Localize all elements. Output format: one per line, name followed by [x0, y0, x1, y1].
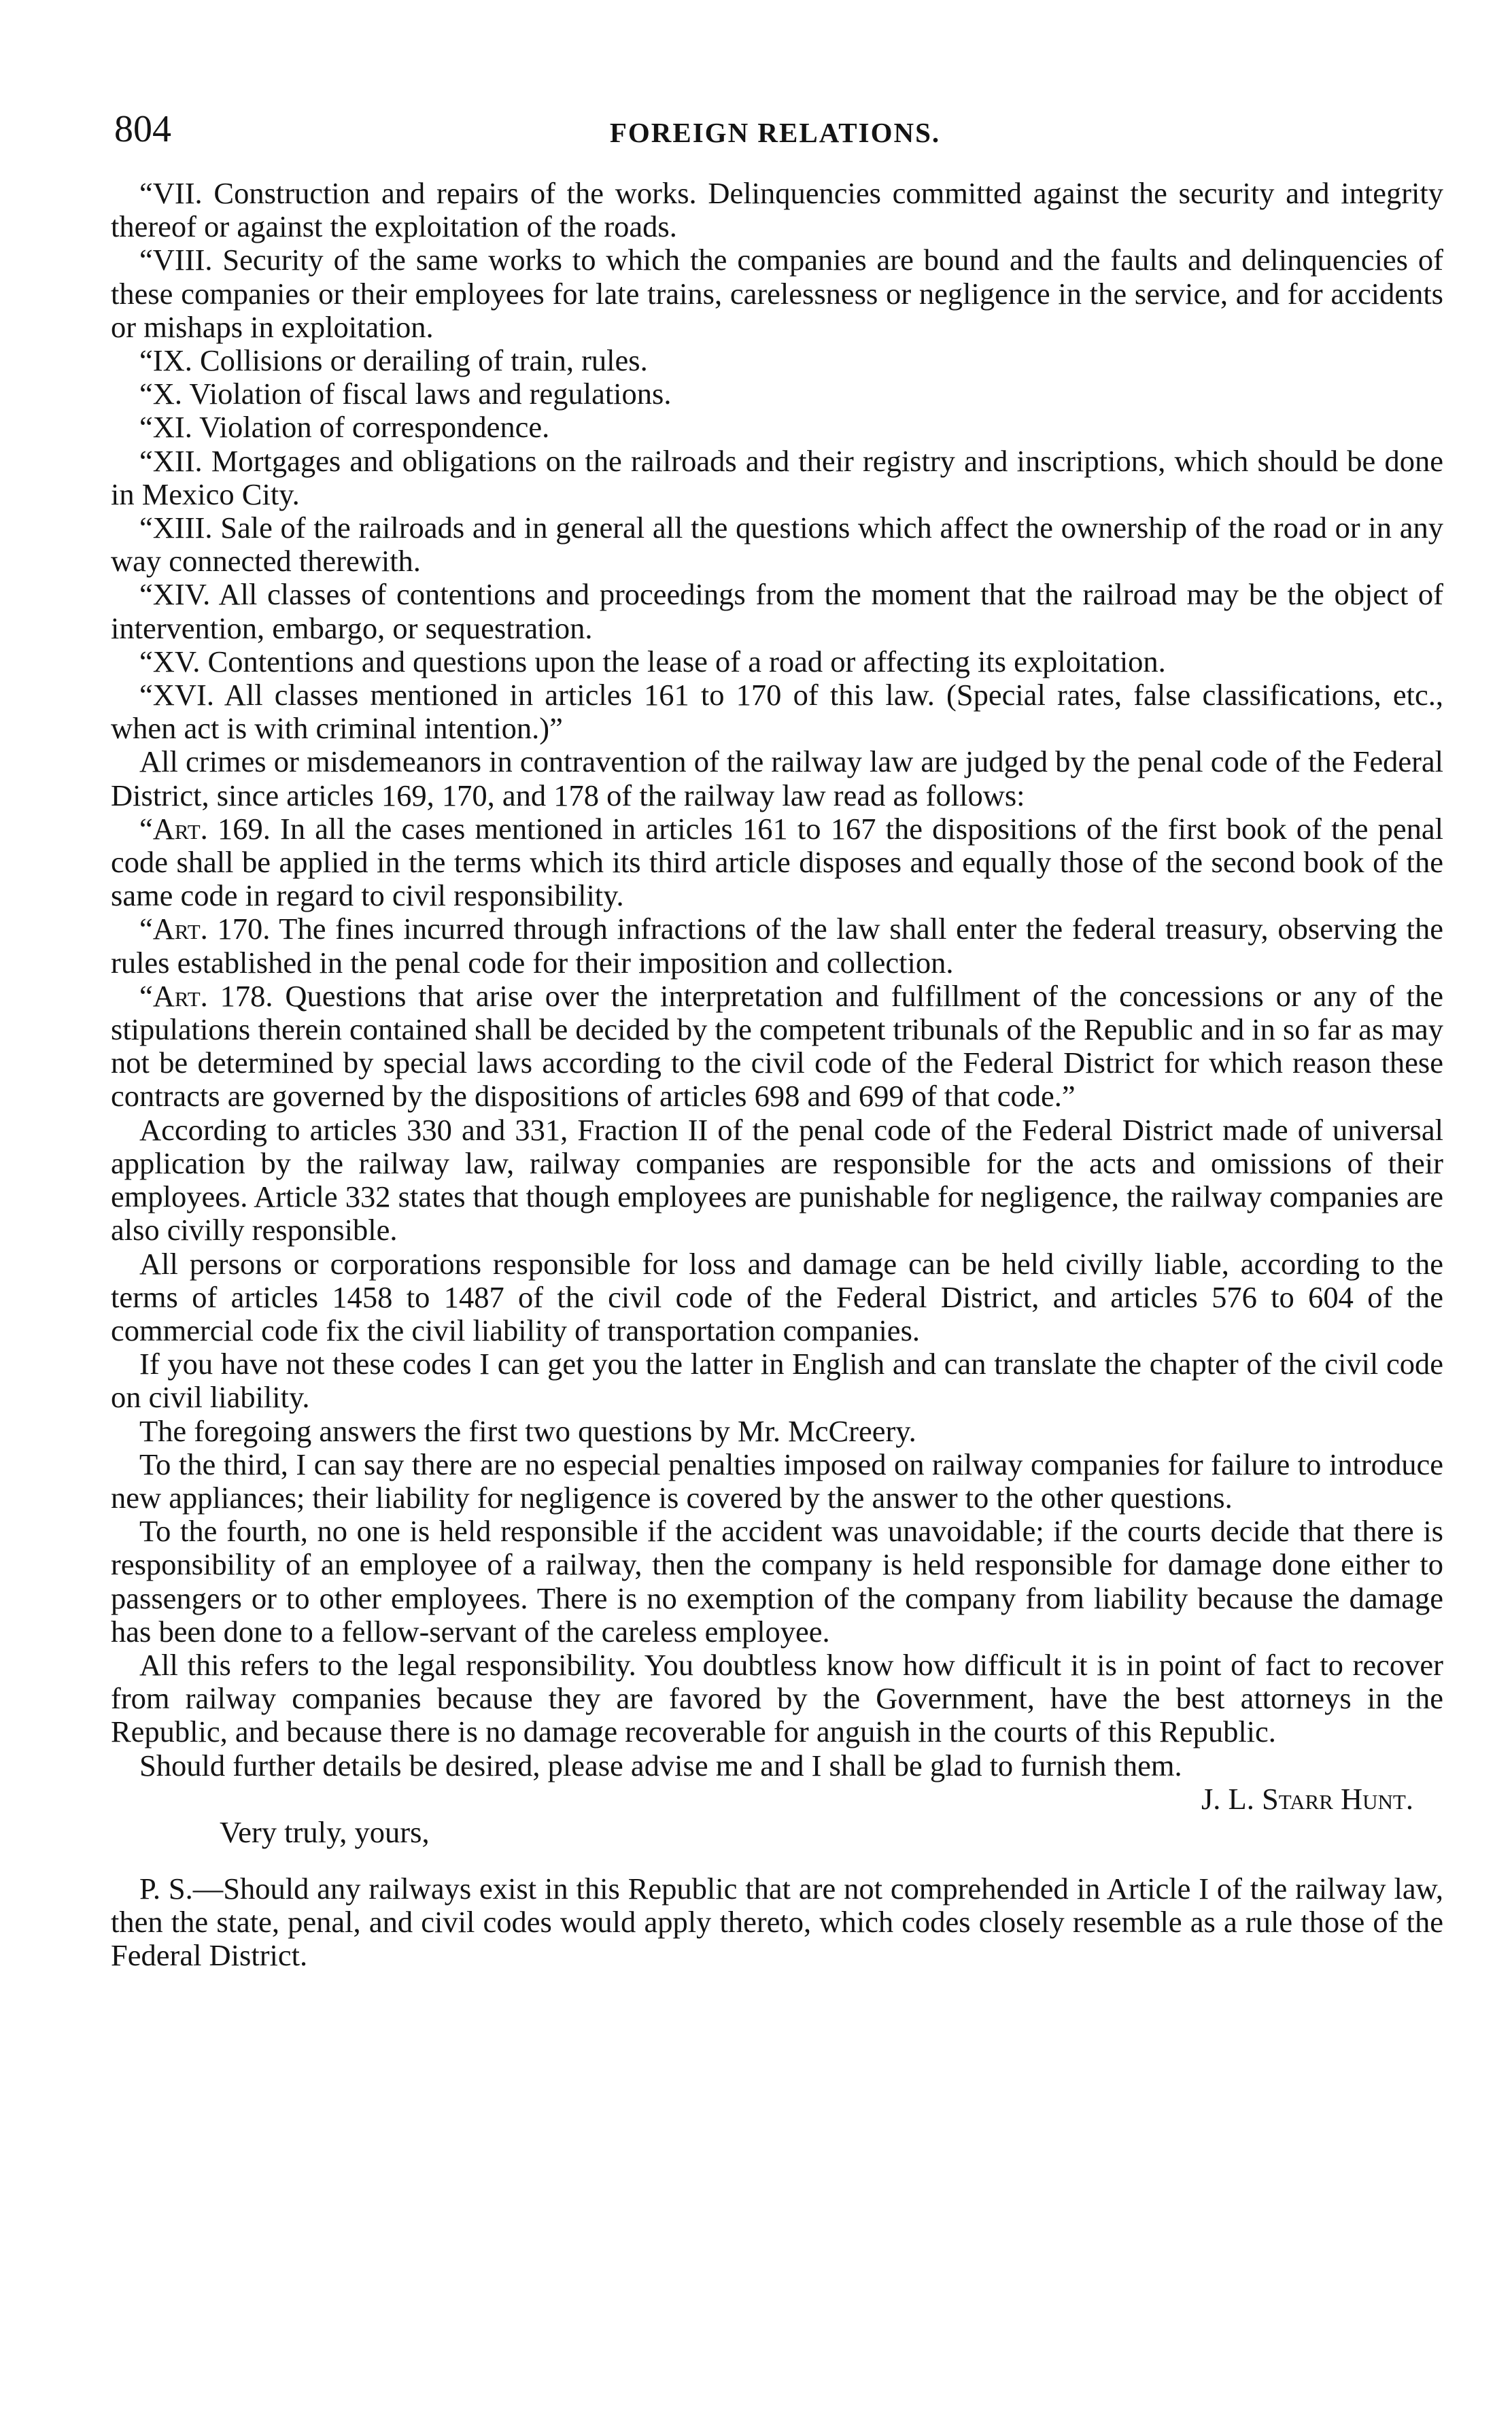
running-head-title: FOREIGN RELATIONS.: [609, 117, 941, 148]
paragraph-x: “X. Violation of fiscal laws and regulations.: [139, 377, 672, 411]
paragraph-foregoing: The foregoing answers the first two questions by Mr. McCreery.: [139, 1413, 916, 1448]
paragraph-ix: “IX. Collisions or derailing of train, rules.: [139, 343, 648, 378]
paragraph-legal-responsibility: All this refers to the legal responsibility. You doubtless know how difficult it is in point of fact to recover from railway companies because they are favored by the Government, have the best attorneys in the Republic, and because there is no damage recoverable for anguish in the courts of this Republic.: [111, 1647, 1443, 1749]
letter-signoff: [111, 1782, 1443, 1849]
paragraph-civil-liability: All persons or corporations responsible for loss and damage can be held civilly liable, according to the terms of articles 1458 to 1487 of the civil code of the Federal District, and articles 576 to 604 of the commercial code fix the civil liability of transportation companies.: [111, 1246, 1443, 1347]
article-lead: “Art.: [139, 912, 208, 946]
paragraph-xi: “XI. Violation of correspondence.: [139, 410, 550, 445]
paragraph-codes-offer: If you have not these codes I can get you the latter in English and can translate the chapter of the civil code on civil liability.: [111, 1347, 1443, 1415]
article-text: 169. In all the cases mentioned in articles 161 to 167 the dispositions of the first book of the penal code shall be applied in the terms which its third article disposes and equally those of the second book of the same code in regard to civil responsibility.: [111, 811, 1443, 913]
paragraph-xiv: “XIV. All classes of contentions and proceedings from the moment that the railroad may be the object of intervention, embargo, or sequestration.: [111, 577, 1443, 645]
article-text: 170. The fines incurred through infractions of the law shall enter the federal treasury, observing the rules established in the penal code for their imposition and collection.: [111, 912, 1443, 980]
signature: J. L. Starr Hunt.: [1201, 1781, 1413, 1816]
article-lead: “Art.: [139, 811, 208, 846]
postscript: P. S.—Should any railways exist in this Republic that are not comprehended in Article I of the railway law, then the state, penal, and civil codes would apply thereto, which codes closely resemble as a rule those of the Federal District.: [111, 1871, 1443, 1973]
paragraph-xii: “XII. Mortgages and obligations on the railroads and their registry and inscriptions, which should be done in Mexico City.: [111, 443, 1443, 511]
paragraph-vii: “VII. Construction and repairs of the works. Delinquencies committed against the security and integrity thereof or against the exploitation of the roads.: [111, 176, 1443, 244]
article-lead: “Art.: [139, 978, 208, 1013]
complimentary-close: Very truly, yours,: [220, 1814, 430, 1849]
page-body: [111, 177, 1443, 1972]
paragraph-penal-code: According to articles 330 and 331, Fraction II of the penal code of the Federal District made of universal application by the railway law, railway companies are responsible for the acts and omissions of their employees. Article 332 states that though employees are punishable for negligence, the railway companies are also civilly responsible.: [111, 1112, 1443, 1247]
paragraph-crimes: All crimes or misdemeanors in contravention of the railway law are judged by the penal code of the Federal District, since articles 169, 170, and 178 of the railway law read as follows:: [111, 744, 1443, 812]
paragraph-third: To the third, I can say there are no especial penalties imposed on railway companies for failure to introduce new appliances; their liability for negligence is covered by the answer to the other questions.: [111, 1447, 1443, 1515]
paragraph-further-details: Should further details be desired, please advise me and I shall be glad to furnish them.: [139, 1748, 1182, 1782]
page-number: 804: [114, 108, 171, 150]
paragraph-art-170: [111, 912, 1443, 979]
paragraph-viii: “VIII. Security of the same works to which the companies are bound and the faults and delinquencies of these companies or their employees for late trains, carelessness or negligence in the service, and for accidents or mishaps in exploitation.: [111, 243, 1443, 344]
page-header: [109, 102, 1441, 163]
paragraph-fourth: To the fourth, no one is held responsible if the accident was unavoidable; if the courts decide that there is responsibility of an employee of a railway, then the company is held responsible for damage done either to passengers or to other employees. There is no exemption of the company from liability because the damage has been done to a fellow-servant of the careless employee.: [111, 1514, 1443, 1649]
paragraph-xv: “XV. Contentions and questions upon the lease of a road or affecting its exploitation.: [139, 644, 1166, 678]
paragraph-xiii: “XIII. Sale of the railroads and in general all the questions which affect the ownership of the road or in any way connected therewith.: [111, 511, 1443, 579]
paragraph-xvi: “XVI. All classes mentioned in articles 161 to 170 of this law. (Special rates, false classifications, etc., when act is with criminal intention.)”: [111, 678, 1443, 746]
paragraph-art-169: [111, 812, 1443, 913]
article-text: 178. Questions that arise over the interpretation and fulfillment of the concessions or any of the stipulations therein contained shall be decided by the competent tribunals of the Republic and in so far as may not be determined by special laws according to the civil code of the Federal District for which reason these contracts are governed by the dispositions of articles 698 and 699 of that code.”: [111, 978, 1443, 1114]
paragraph-art-178: [111, 980, 1443, 1114]
